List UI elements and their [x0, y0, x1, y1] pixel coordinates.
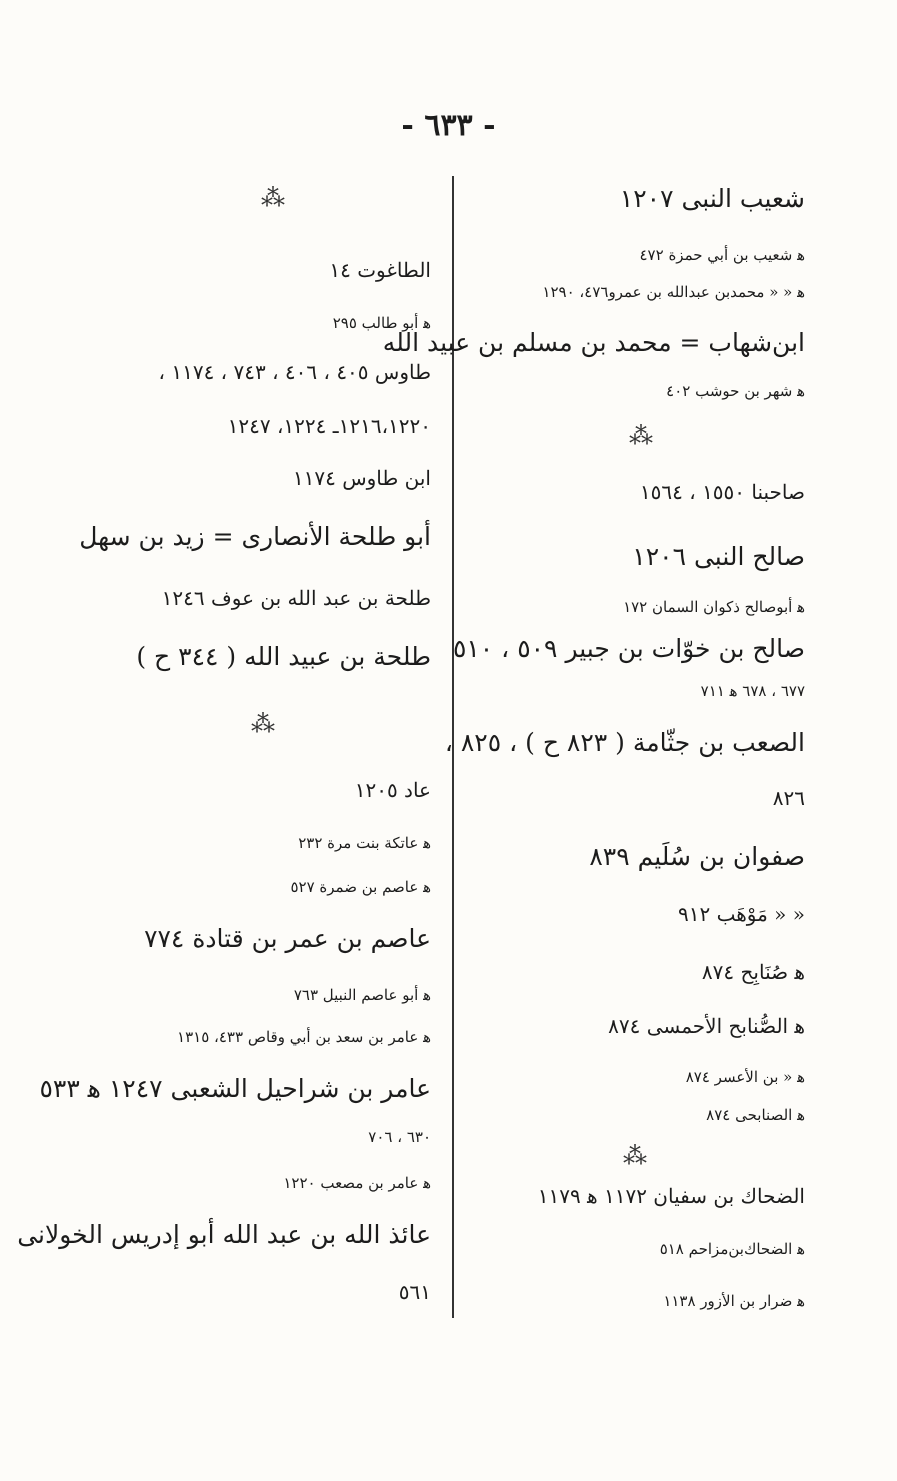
entry: ﻫ الضحاك‌بن‌مزاحم ٥١٨	[659, 1240, 805, 1258]
entry: صاحبنا ١٥٥٠ ، ١٥٦٤	[639, 480, 805, 504]
entry: ﻫ ضرار بن الأزور ١١٣٨	[663, 1292, 805, 1310]
entry: ﻫ عاتكة بنت مرة ٢٣٢	[298, 834, 431, 852]
page-number: - ٦٣٣ -	[401, 108, 496, 143]
entry: ٦٧٧ ، ٦٧٨ ﻫ ٧١١	[700, 682, 805, 700]
entry: ﻫ « « محمدبن عبدالله بن عمرو٤٧٦، ١٢٩٠	[542, 283, 805, 301]
entry: طلحة بن عبيد الله ( ٣٤٤ ح )	[136, 642, 431, 671]
ornament-icon: ⁂	[629, 422, 653, 450]
entry: أبو طلحة الأنصارى = زيد بن سهل	[79, 522, 431, 551]
entry: « « مَوْهَب ٩١٢	[677, 902, 805, 926]
entry: صالح النبى ١٢٠٦	[632, 542, 805, 571]
entry: ﻫ عاصم بن ضمرة ٥٢٧	[290, 878, 431, 896]
entry: الضحاك بن سفيان ١١٧٢ ﻫ ١١٧٩	[537, 1184, 805, 1208]
entry: ٨٢٦	[772, 786, 805, 810]
entry: ٥٦١	[398, 1280, 431, 1304]
entry: عاصم بن عمر بن قتادة ٧٧٤	[144, 924, 431, 953]
entry: ﻫ « بن الأعسر ٨٧٤	[685, 1068, 805, 1086]
entry: عائذ الله بن عبد الله أبو إدريس الخولانى	[17, 1220, 431, 1249]
entry: ﻫ شهر بن حوشب ٤٠٢	[666, 382, 805, 400]
entry: عامر بن شراحيل الشعبى ١٢٤٧ ﻫ ٥٣٣	[39, 1074, 431, 1103]
entry: ﻫ شعيب بن أبي حمزة ٤٧٢	[639, 246, 805, 264]
entry: الصعب بن جثّامة ( ٨٢٣ ح ) ، ٨٢٥ ،	[444, 728, 805, 757]
entry: ﻫ الصُّنابح الأحمسى ٨٧٤	[608, 1014, 805, 1038]
entry: ﻫ أبوصالح ذكوان السمان ١٧٢	[623, 598, 805, 616]
entry: ﻫ عامر بن سعد بن أبي وقاص ٤٣٣، ١٣١٥	[177, 1028, 431, 1046]
entry: شعيب النبى ١٢٠٧	[619, 184, 805, 213]
entry: طلحة بن عبد الله بن عوف ١٢٤٦	[161, 586, 431, 610]
entry: ابن طاوس ١١٧٤	[292, 466, 431, 490]
ornament-icon: ⁂	[251, 710, 275, 738]
entry: الطاغوت ١٤	[329, 258, 431, 282]
ornament-icon: ⁂	[623, 1142, 647, 1170]
entry: ﻫ أبو عاصم النبيل ٧٦٣	[293, 986, 431, 1004]
entry: ﻫ الصنابحى ٨٧٤	[706, 1106, 805, 1124]
entry: ﻫ صُنَابِح ٨٧٤	[701, 960, 805, 984]
entry: ابن‌شهاب = محمد بن مسلم بن عبيد الله	[382, 328, 805, 357]
entry: عاد ١٢٠٥	[354, 778, 431, 802]
entry: طاوس ٤٠٥ ، ٤٠٦ ، ٧٤٣ ، ١١٧٤ ،	[158, 360, 431, 384]
entry: ٦٣٠ ، ٧٠٦	[368, 1128, 431, 1146]
entry: ﻫ أبو طالب ٢٩٥	[332, 314, 431, 332]
entry: صفوان بن سُلَيم ٨٣٩	[589, 842, 805, 871]
entry: ﻫ عامر بن مصعب ١٢٢٠	[283, 1174, 431, 1192]
entry: صالح بن خوّات بن جبير ٥٠٩ ، ٥١٠	[452, 634, 805, 663]
entry: ١٢١٦،١٢٢٠ـ ١٢٢٤، ١٢٤٧	[227, 414, 431, 438]
ornament-icon: ⁂	[261, 184, 285, 212]
